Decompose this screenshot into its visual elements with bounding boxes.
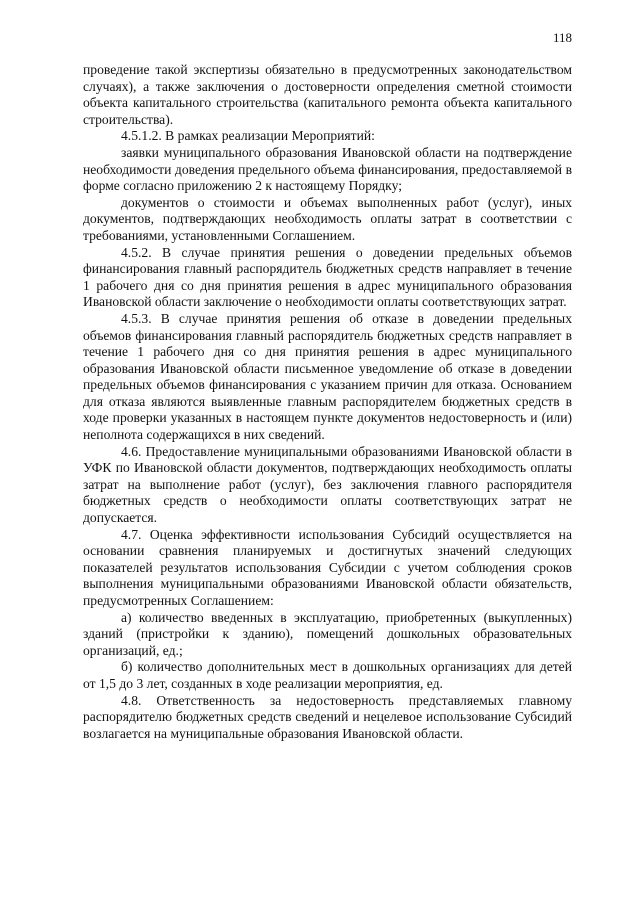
paragraph-4-6: 4.6. Предоставление муниципальными образованиями Ивановской области в УФК по Ивановской области документов, подтверждающих необходимость оплаты затрат на выполнение работ (услуг), без заключения главного распорядителя бюджетных средств о необходимости оплаты соответствующих затрат не допускается.	[83, 443, 572, 526]
paragraph-application-item: заявки муниципального образования Ивановской области на подтверждение необходимости доведения предельного объема финансирования, предоставляемой в форме согласно приложению 2 к настоящему Порядку;	[83, 144, 572, 194]
paragraph-documents-item: документов о стоимости и объемах выполненных работ (услуг), иных документов, подтверждающих необходимость оплаты затрат в соответствии с требованиями, установленными Соглашением.	[83, 194, 572, 243]
paragraph-item-b: б) количество дополнительных мест в дошкольных организациях для детей от 1,5 до 3 лет, созданных в ходе реализации мероприятия, ед.	[83, 659, 572, 691]
document-body	[83, 62, 572, 742]
page-number: 118	[552, 30, 572, 45]
paragraph-4-5-2: 4.5.2. В случае принятия решения о доведении предельных объемов финансирования главный распорядитель бюджетных средств направляет в течение 1 рабочего дня со дня принятия решения в адрес муниципального образования Ивановской области заключение о необходимости оплаты соответствующих затрат.	[83, 244, 572, 310]
paragraph-4-5-3: 4.5.3. В случае принятия решения об отказе в доведении предельных объемов финансирования главный распорядитель бюджетных средств направляет в течение 1 рабочего дня со дня принятия решения в адрес муниципального образования Ивановской области письменное уведомление об отказе в доведении предельных объемов финансирования с указанием причин для отказа. Основанием для отказа являются выявленные главным распорядителем бюджетных средств в ходе проверки указанных в настоящем пункте документов недостоверность и (или) неполнота содержащихся в них сведений.	[83, 310, 572, 443]
paragraph-4-7: 4.7. Оценка эффективности использования Субсидий осуществляется на основании сравнения планируемых и достигнутых значений следующих показателей результатов использования Субсидии с учетом соблюдения сроков выполнения муниципальными образованиями Ивановской области обязательств, предусмотренных Соглашением:	[83, 526, 572, 608]
paragraph-4-8: 4.8. Ответственность за недостоверность представляемых главному распорядителю бюджетных средств сведений и нецелевое использование Субсидий возлагается на муниципальные образования Ивановской области.	[83, 692, 572, 741]
paragraph-continuation: проведение такой экспертизы обязательно в предусмотренных законодательством случаях), а также заключения о достоверности определения сметной стоимости объекта капитального строительства (капитального ремонта объекта капитального строительства).	[83, 62, 572, 127]
paragraph-item-a: а) количество введенных в эксплуатацию, приобретенных (выкупленных) зданий (пристройки к зданию), помещений дошкольных образовательных организаций, ед.;	[83, 609, 572, 658]
paragraph-4-5-1-2: 4.5.1.2. В рамках реализации Мероприятий:	[121, 128, 375, 144]
